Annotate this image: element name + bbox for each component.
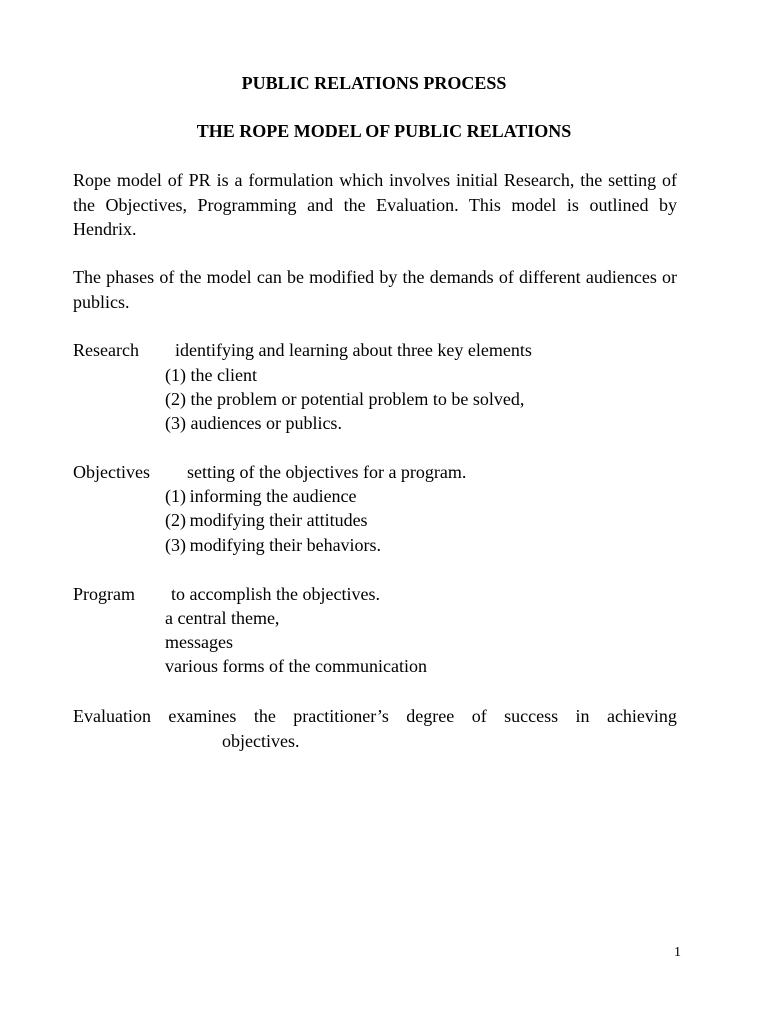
objectives-item: (2) modifying their attitudes xyxy=(165,510,368,530)
evaluation-word: practitioner’s xyxy=(293,706,389,726)
research-item: (2) the problem or potential problem to be solved, xyxy=(165,389,525,409)
evaluation-word: achieving xyxy=(606,706,677,726)
evaluation-word: examines xyxy=(168,706,237,726)
intro-paragraph: Rope model of PR is a formulation which involves initial Research, the setting of the Objectives, Programming and the Evaluation. This model is outlined by Hendrix. xyxy=(73,170,677,239)
objectives-definition: setting of the objectives for a program. xyxy=(187,462,467,482)
research-term: Research xyxy=(73,340,139,360)
document-subtitle: THE ROPE MODEL OF PUBLIC RELATIONS xyxy=(196,121,572,141)
research-definition: identifying and learning about three key elements xyxy=(175,340,532,360)
evaluation-word: the xyxy=(253,706,276,726)
research-item: (3) audiences or publics. xyxy=(165,413,342,433)
program-item: various forms of the communication xyxy=(165,656,427,676)
evaluation-word: in xyxy=(575,706,590,726)
program-definition: to accomplish the objectives. xyxy=(171,584,380,604)
objectives-term: Objectives xyxy=(73,462,150,482)
evaluation-line xyxy=(73,704,677,729)
objectives-item: (3) modifying their behaviors. xyxy=(165,535,382,555)
program-term: Program xyxy=(73,584,135,604)
phases-paragraph: The phases of the model can be modified by the demands of different audiences or publics. xyxy=(73,267,677,312)
evaluation-continuation: objectives. xyxy=(222,730,300,751)
program-item: messages xyxy=(165,632,233,652)
evaluation-section xyxy=(73,704,677,753)
page-number: 1 xyxy=(674,945,681,960)
evaluation-word: degree xyxy=(406,706,455,726)
evaluation-word: of xyxy=(471,706,487,726)
evaluation-word: success xyxy=(504,706,559,726)
document-title: PUBLIC RELATIONS PROCESS xyxy=(241,73,507,93)
research-item: (1) the client xyxy=(165,365,257,385)
objectives-item: (1) informing the audience xyxy=(165,486,357,506)
program-item: a central theme, xyxy=(165,608,280,628)
evaluation-term: Evaluation xyxy=(73,706,151,726)
